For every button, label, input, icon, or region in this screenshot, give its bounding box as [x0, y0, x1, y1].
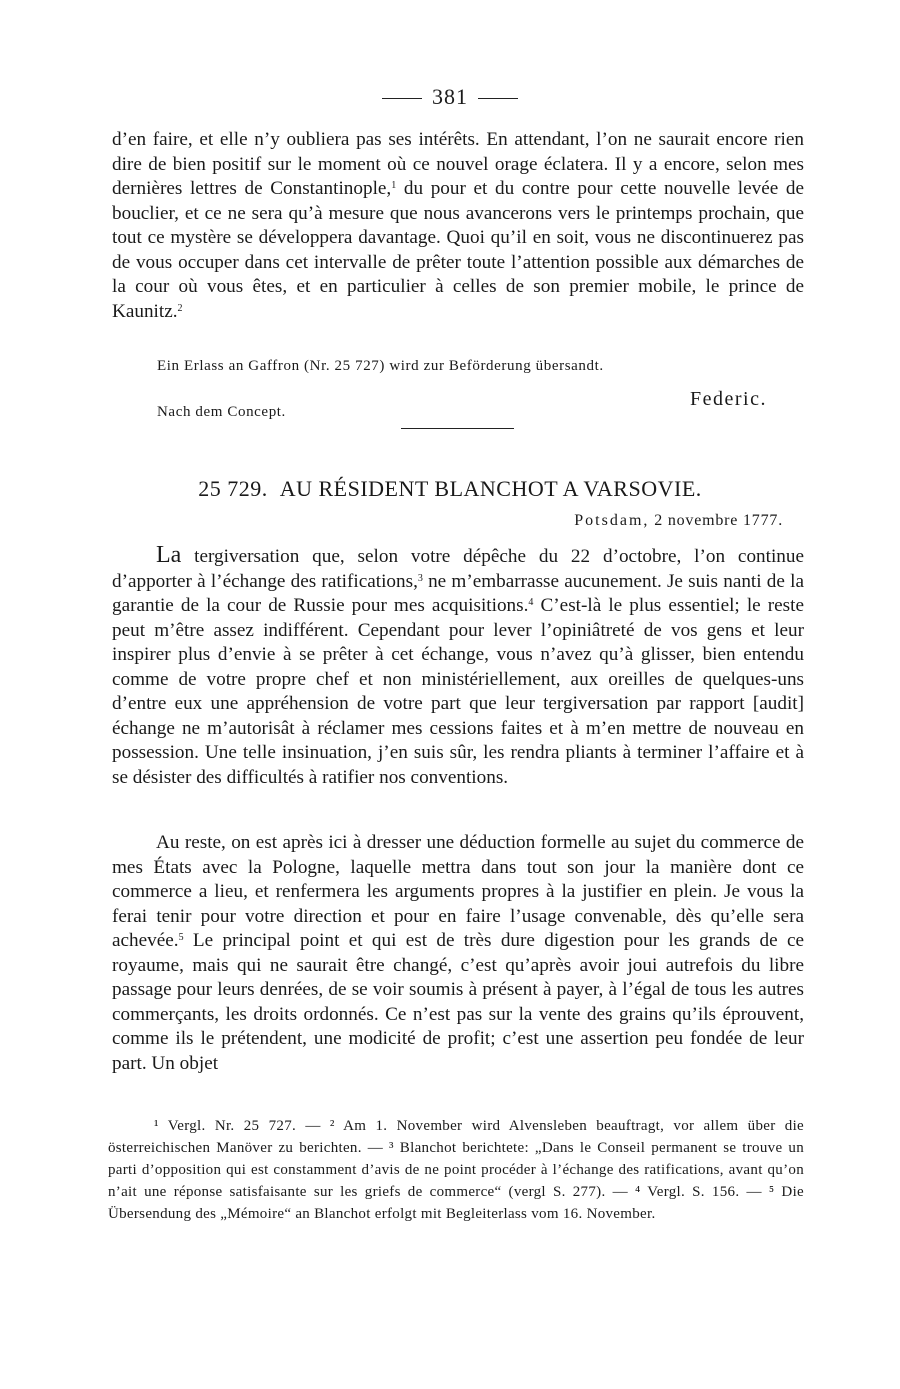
opening-word: La: [156, 542, 182, 568]
date-place: Potsdam,: [574, 512, 650, 529]
source-note: Nach dem Concept.: [157, 404, 286, 420]
header-dash-left: [382, 98, 422, 99]
footnote-mark: 2: [177, 302, 183, 314]
document-title: AU RÉSIDENT BLANCHOT A VARSOVIE.: [279, 476, 702, 501]
paragraph-text: ne m’embarrasse aucunement. Je suis nanti de la garantie de la cour de Russie pour mes acquisitions.: [112, 570, 804, 616]
paragraph-text: Au reste, on est après ici à dresser une déduction formelle au sujet du commerce de mes États avec la Pologne, laquelle mettra dans tout son jour la manière dont ce commerce a lieu, et renfermera les arguments propres à la justifier en plein. Je vous la ferai tenir pour votre direction et pour en faire l’usage convenable, dès qu’elle sera achevée.: [112, 832, 804, 951]
header-dash-right: [478, 98, 518, 99]
editorial-note: Ein Erlass an Gaffron (Nr. 25 727) wird zur Beförderung übersandt.: [157, 358, 604, 374]
document-heading: [0, 476, 900, 502]
footnote-mark: 3: [417, 572, 423, 584]
signature: Federic.: [690, 388, 767, 410]
footnote-mark: 4: [528, 597, 534, 608]
dateline: [500, 512, 783, 530]
body-paragraph: [112, 543, 804, 790]
section-divider: [401, 428, 514, 429]
footnote-mark: 1: [391, 180, 397, 191]
page-header: [0, 84, 900, 110]
paragraph-text: d’en faire, et elle n’y oubliera pas ses intérêts. En attendant, l’on ne saurait encore rien dire de bien positif sur le moment où ce nouvel orage éclatera. Il y a encore, selon mes dernières lettres de Constantinople,: [112, 129, 804, 199]
body-paragraph: [112, 831, 804, 1076]
paragraph-text: C’est-là le plus essentiel; le reste peut m’être assez indifférent. Cependant pour lever l’opiniâtreté de vos gens et leur inspirer plus d’envie à se prêter à cet échange, vous n’avez qu’à glisser, bien entendu comme de votre propre chef et non ministériellement, aux oreilles de quelques-uns d’entre eux une appréhension de votre part que leur tergiversation par rapport [audit] échange ne m’autorisât à réclamer mes cessions faites et à m’en mettre de nouveau en possession. Une telle insinuation, j’en suis sûr, les rendra pliants à terminer l’affaire et à se désister des difficultés à ratifier nos conventions.: [112, 595, 804, 788]
date-text: 2 novembre 1777.: [654, 512, 783, 529]
paragraph-text: Le principal point et qui est de très dure digestion pour les grands de ce royaume, mais qui ne saurait être changé, c’est qu’après avoir joui autrefois du libre passage pour leurs denrées, de se voir soumis à présent à payer, à l’égal de tous les autres commerçants, les droits ordonnés. Ce n’est pas sur la vente des grains qu’ils éprouvent, comme ils le prétendent, une modicité de profit; c’est une assertion peu fondée de leur part. Un objet: [112, 930, 804, 1074]
page-number: 381: [432, 84, 468, 109]
continued-paragraph: [112, 128, 804, 324]
paragraph-text: du pour et du contre pour cette nouvelle levée de bouclier, et ce ne sera qu’à mesure que nous avancerons vers le printemps prochain, que tout ce mystère se développera davantage. Quoi qu’il en soit, vous ne discontinuerez pas de vous occuper dans cet intervalle de prêter toute l’attention possible aux démarches de la cour où vous êtes, et en particulier à celles de son premier mobile, le prince de Kaunitz.: [112, 178, 804, 322]
document-number: 25 729.: [198, 476, 268, 501]
footnotes: ¹ Vergl. Nr. 25 727. — ² Am 1. November wird Alvensleben beauftragt, vor allem über die österreichischen Manöver zu berichten. — ³ Blanchot berichtete: „Dans le Conseil permanent se trouve un parti d’opposition qui est constamment d’avis de ne point procéder à l’échange des ratifications, avant qu’on n’ait une réponse satisfaisante sur les griefs de commerce“ (vergl S. 277). — ⁴ Vergl. S. 156. — ⁵ Die Übersendung des „Mémoire“ an Blanchot erfolgt mit Begleiterlass vom 16. November.: [108, 1118, 804, 1222]
footnote-mark: 5: [178, 932, 184, 943]
paragraph-text: tergiversation que, selon votre dépêche du 22 d’octobre, l’on continue d’apporter à l’échange des ratifications,: [112, 546, 804, 592]
